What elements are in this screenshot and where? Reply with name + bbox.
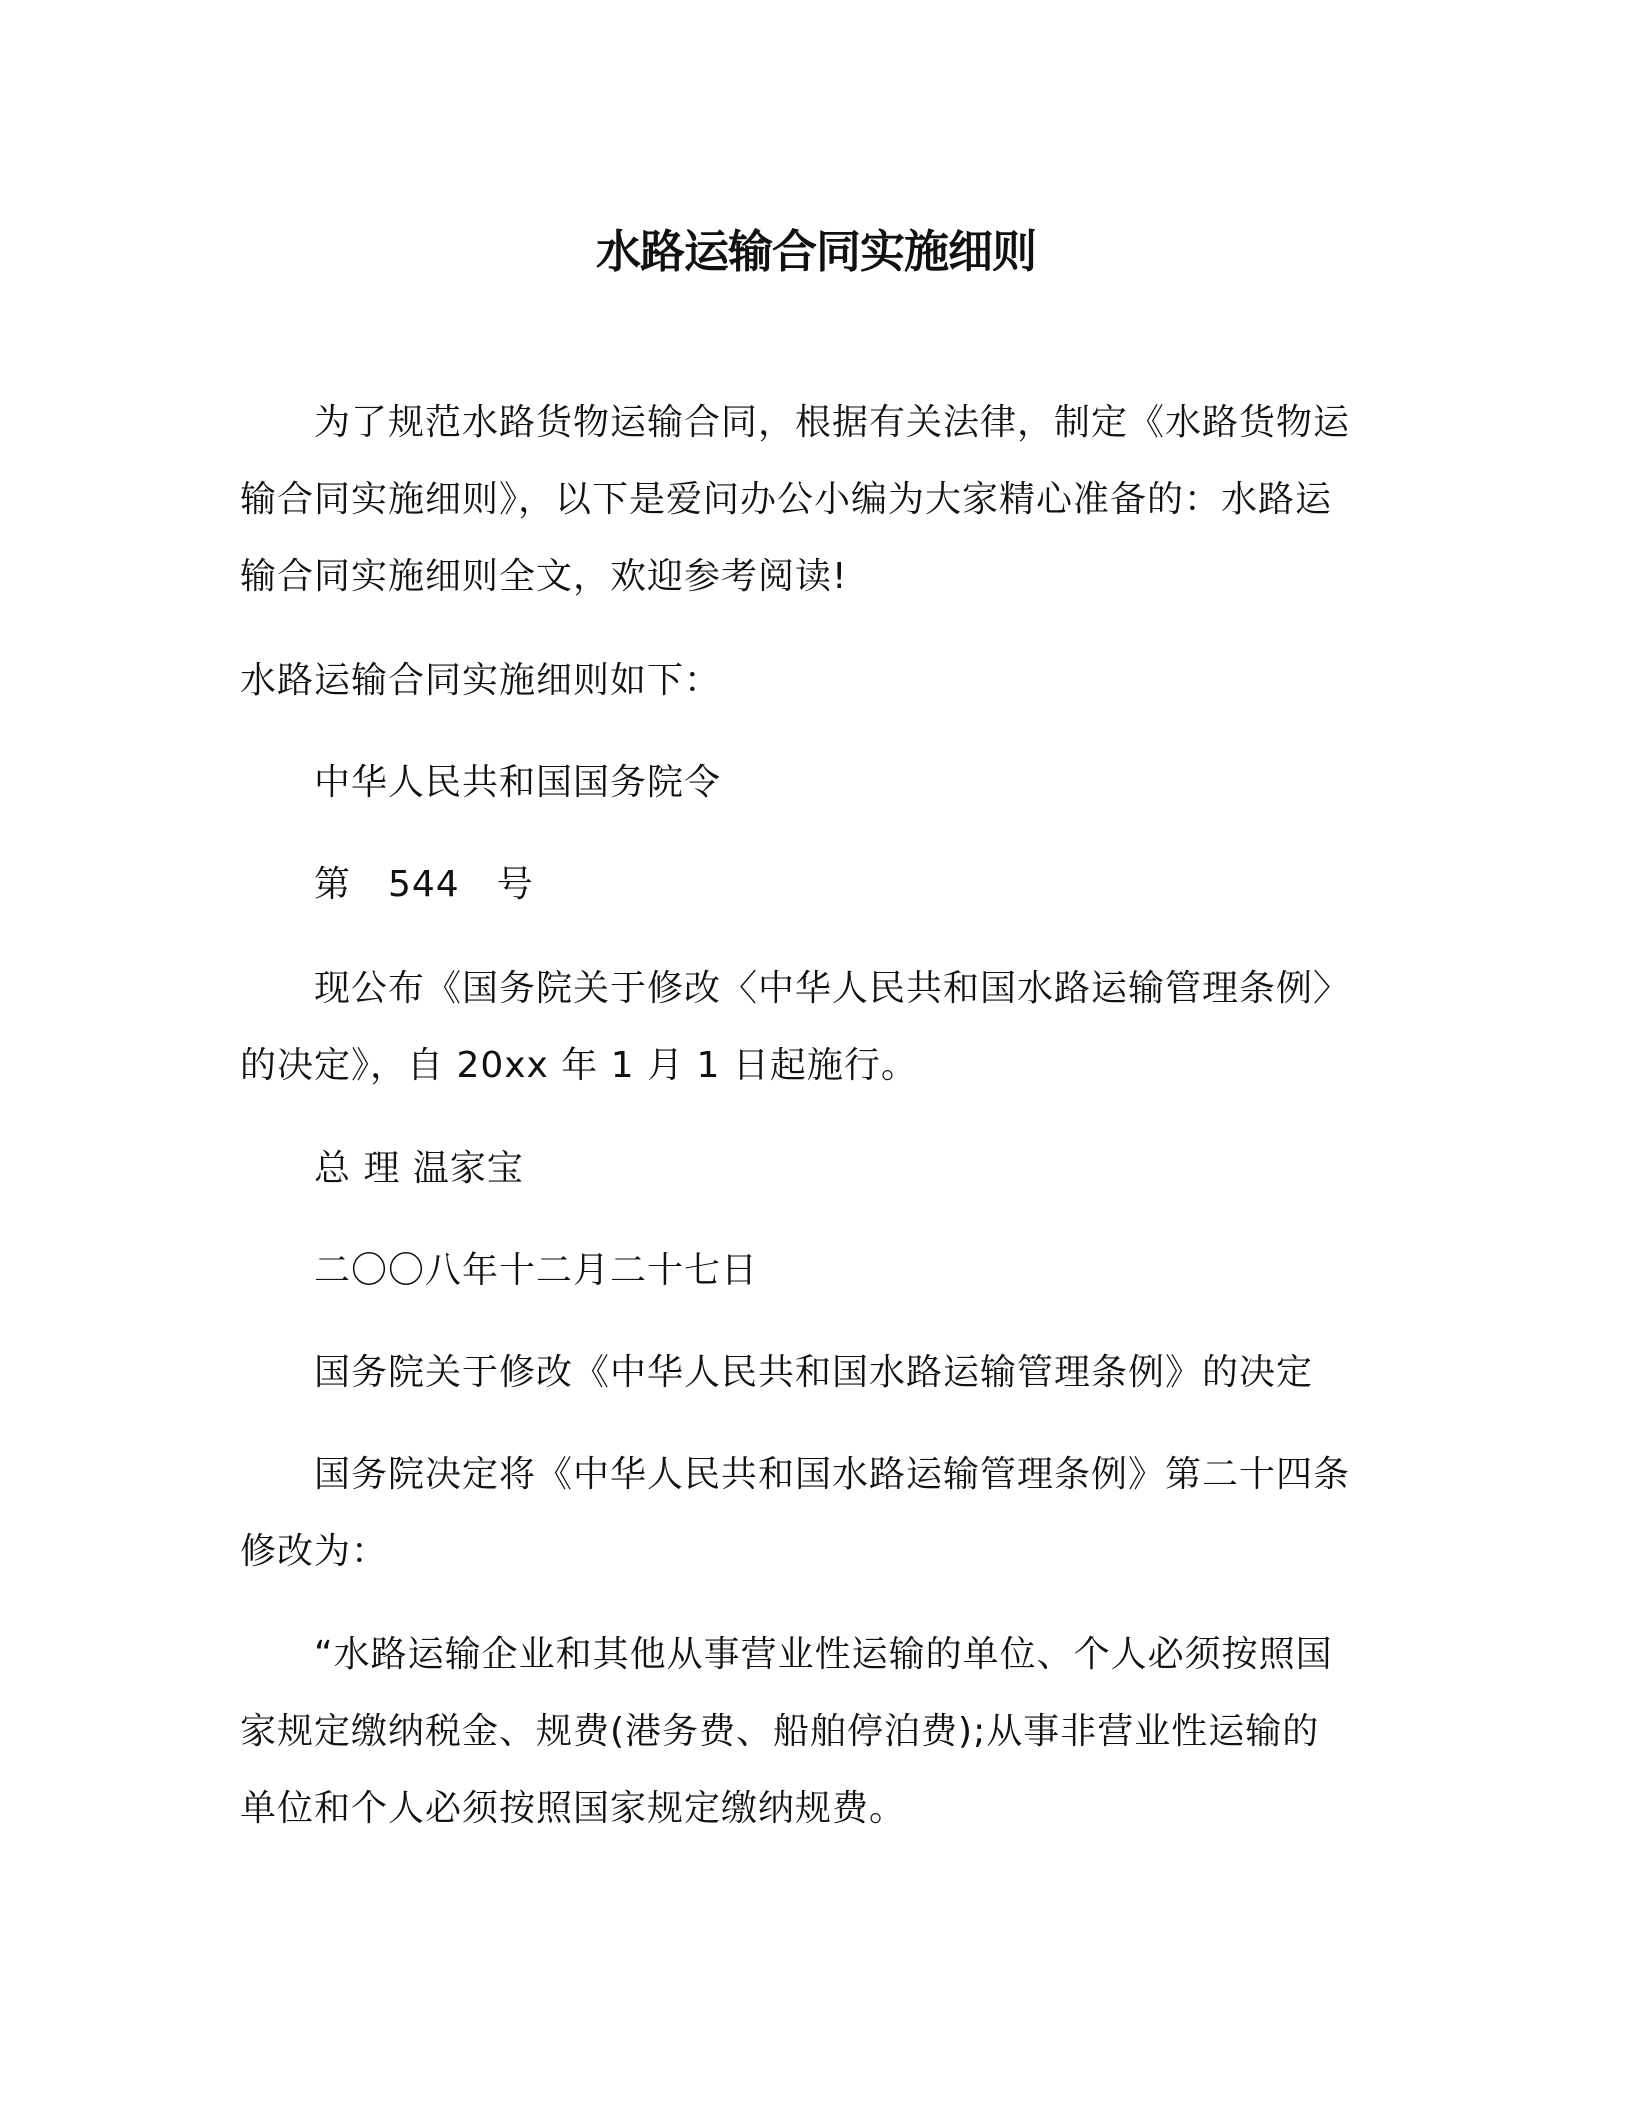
paragraph-decree-issuer: 中华人民共和国国务院令 bbox=[314, 762, 722, 803]
paragraph-amended-article: “水路运输企业和其他从事营业性运输的单位、个人必须按照国家规定缴纳税金、规费(港务费、船舶停泊费);从事非营业性运输的单位和个人必须按照国家规定缴纳规费。 bbox=[240, 1634, 1333, 1829]
paragraph-promulgation: 现公布《国务院关于修改〈中华人民共和国水路运输管理条例〉的决定》，自 20xx 年 1 月 1 日起施行。 bbox=[240, 968, 1351, 1086]
paragraph-intro: 为了规范水路货物运输合同，根据有关法律，制定《水路货物运输合同实施细则》，以下是爱问办公小编为大家精心准备的：水路运输合同实施细则全文，欢迎参考阅读! bbox=[240, 402, 1351, 597]
document-title: 水路运输合同实施细则 bbox=[595, 225, 1036, 278]
paragraph-decree-number: 第 544 号 bbox=[314, 864, 534, 905]
paragraph-decision-body: 国务院决定将《中华人民共和国水路运输管理条例》第二十四条修改为： bbox=[240, 1454, 1351, 1572]
paragraph-date: 二〇〇八年十二月二十七日 bbox=[314, 1250, 759, 1291]
paragraph-decision-title: 国务院关于修改《中华人民共和国水路运输管理条例》的决定 bbox=[314, 1352, 1314, 1393]
paragraph-signatory: 总 理 温家宝 bbox=[314, 1148, 524, 1189]
paragraph-heading: 水路运输合同实施细则如下： bbox=[240, 660, 722, 701]
